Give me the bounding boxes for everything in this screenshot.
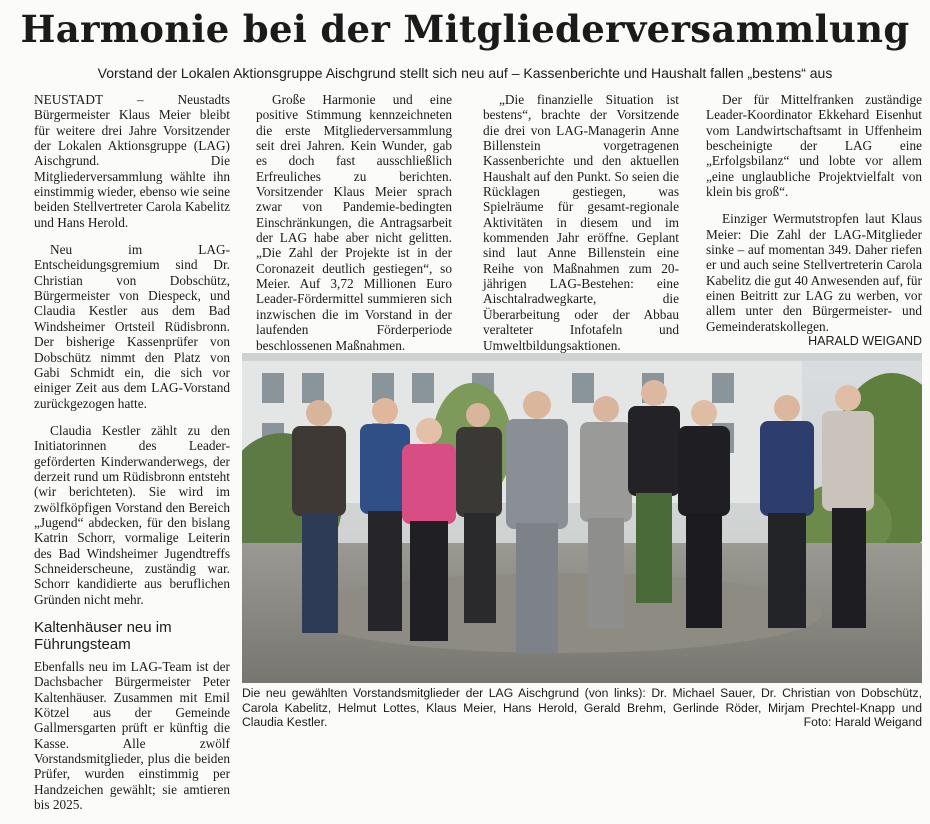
group-photo-illustration [242, 353, 922, 683]
photo-caption [242, 686, 922, 730]
column-3 [483, 92, 679, 365]
column-2 [256, 92, 452, 365]
paragraph: „Die finanzielle Situation ist bestens“, brachte der Vorsitzende die drei von LAG-Managerin Anne Billenstein vorgetragenen Kassenberichte und den aktuellen Haushalt auf den Punkt. So seien die Rücklagen gestiegen, was Spielräume für gesamt-regionale Aktivitäten in diesem und im kommenden Jahr eröffne. Geplant sind laut Anne Billenstein eine Reihe von Maßnahmen zum 20-jährigen LAG-Bestehen: eine Aischtalradwegkarte, die Überarbeitung oder der Abbau veralteter Infotafeln und Umweltbildungsaktionen. [483, 92, 679, 353]
group-photo [242, 353, 922, 683]
paragraph [706, 211, 922, 349]
paragraph: Neu im LAG-Entscheidungsgremium sind Dr. Christian von Dobschütz, Bürgermeister von Diespeck, und Claudia Kestler aus dem Bad Windsheimer Ortsteil Rüdisbronn. Der bisherige Kassenprüfer von Dobschütz nimmt den Platz von Gabi Schmidt ein, die sich vor einiger Zeit aus dem LAG-Vorstand zurückgezogen hatte. [34, 242, 230, 411]
paragraph: Der für Mittelfranken zuständige Leader-Koordinator Ekkehard Eisenhut vom Landwirtschaftsamt in Uffenheim bescheinigte der LAG eine „Erfolgsbilanz“ und lobte vor allem „eine unglaubliche Projektvielfalt von klein bis groß“. [706, 92, 922, 200]
headline: Harmonie bei der Mitgliederversammlung [20, 7, 910, 51]
paragraph-text: Einziger Wermutstropfen laut Klaus Meier: Die Zahl der LAG-Mitglieder sinke – auf momentan 349. Daher riefen er und auch seine Stellvertreterin Carola Kabelitz die gut 40 Anwesenden auf, für einen Beitritt zur LAG zu werben, vor allem unter den Bürgermeister- und Gemeinderatskollegen. [706, 211, 922, 334]
paragraph: Ebenfalls neu im LAG-Team ist der Dachsbacher Bürgermeister Peter Kaltenhäuser. Zusammen mit Emil Kötzel aus der Gemeinde Gallmersgarten prüft er künftig die Kasse. Alle zwölf Vorstandsmitglieder, plus die beiden Prüfer, wurden einstimmig per Handzeichen gewählt; sie amtieren bis 2025. [34, 659, 230, 813]
paragraph: Große Harmonie und eine positive Stimmung kennzeichneten die erste Mitgliederversammlung seit drei Jahren. Kein Wunder, gab es doch fast ausschließlich Erfreuliches zu berichten. Vorsitzender Klaus Meier sprach zwar von Pandemie-bedingten Einschränkungen, die Antragsarbeit der LAG habe aber nicht gelitten. „Die Zahl der Projekte ist in der Coronazeit deutlich gestiegen“, so Meier. Auf 3,72 Millionen Euro Leader-Fördermittel summieren sich inzwischen die im Vorstand in der laufenden Förderperiode beschlossenen Maßnahmen. [256, 92, 452, 353]
author-byline: HARALD WEIGAND [808, 334, 922, 349]
paragraph: Claudia Kestler zählt zu den Initiatorinnen des Leader-geförderten Kinderwanderwegs, der derzeit rund um Rüdisbronn entsteht (wir berichteten). Sie wird im zwölfköpfigen Vorstand den Bereich „Jugend“ abdecken, für den bislang Katrin Schorr, vormalige Leiterin des Bad Windsheimer Jugendtreffs Schneiderscheune, zuständig war. Schorr kandidierte aus beruflichen Gründen nicht mehr. [34, 422, 230, 607]
paragraph: NEUSTADT – Neustadts Bürgermeister Klaus Meier bleibt für weitere drei Jahre Vorsitzender der Lokalen Aktionsgruppe (LAG) Aischgrund. Die Mitgliederversammlung wählte ihn einstimmig wieder, ebenso wie seine beiden Stellvertreter Carola Kabelitz und Hans Herold. [34, 92, 230, 230]
subheadline: Vorstand der Lokalen Aktionsgruppe Aischgrund stellt sich neu auf – Kassenberichte und Haushalt fallen „bestens“ aus [97, 65, 833, 81]
section-subtitle: Kaltenhäuser neu im Führungsteam [34, 619, 172, 653]
caption-text: Die neu gewählten Vorstandsmitglieder der LAG Aischgrund (von links): Dr. Michael Sauer, Dr. Christian von Dobschütz, Carola Kabelitz, Helmut Lottes, Klaus Meier, Hans Herold, Gerald Brehm, Gerlinde Röder, Mirjam Prechtel-Knapp und Claudia Kestler. [242, 686, 922, 729]
column-1 [34, 92, 230, 824]
column-4 [706, 92, 922, 350]
photo-credit: Foto: Harald Weigand [803, 715, 922, 729]
